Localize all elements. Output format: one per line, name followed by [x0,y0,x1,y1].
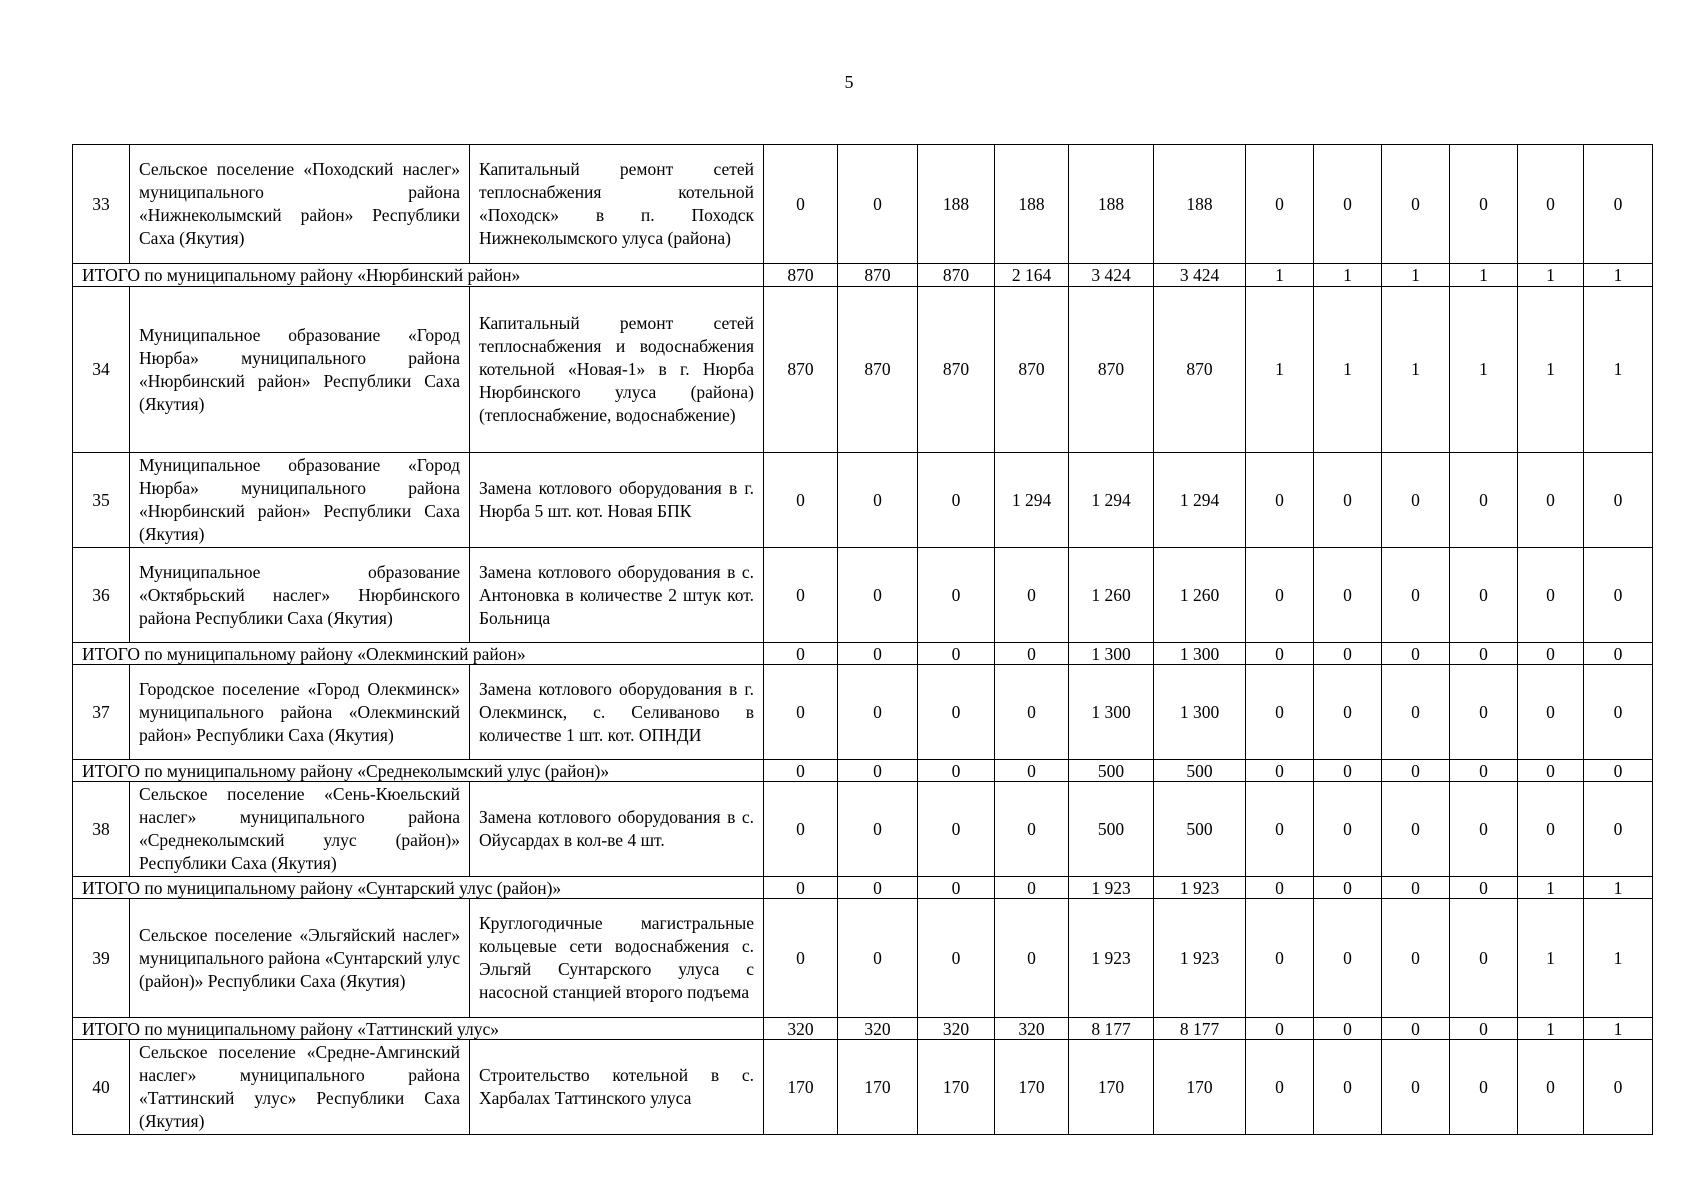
value-cell: 0 [1518,782,1584,877]
value-cell: 0 [1314,782,1382,877]
total-label: ИТОГО по муниципальному району «Нюрбинский район» [73,264,764,287]
value-cell: 0 [1382,760,1450,782]
value-cell: 1 [1584,264,1653,287]
value-cell: 320 [918,1018,995,1040]
value-cell: 0 [1246,782,1314,877]
value-cell: 1 [1450,264,1518,287]
row-number: 39 [73,899,130,1018]
value-cell: 0 [995,899,1069,1018]
value-cell: 0 [764,760,838,782]
value-cell: 0 [1518,145,1584,264]
value-cell: 188 [918,145,995,264]
table-row [73,782,1653,877]
value-cell: 0 [918,548,995,643]
value-cell: 1 294 [1069,453,1154,548]
municipal-entity-cell: Муниципальное образование «Октябрьский наслег» Нюрбинского района Республики Саха (Якутия) [130,548,470,643]
value-cell: 3 424 [1069,264,1154,287]
table-row [73,145,1653,264]
value-cell: 1 260 [1069,548,1154,643]
value-cell: 0 [918,899,995,1018]
value-cell: 0 [1584,1040,1653,1135]
value-cell: 0 [1584,782,1653,877]
value-cell: 0 [838,782,918,877]
municipal-entity-cell: Сельское поселение «Сень-Кюельский наслег» муниципального района «Среднеколымский улус (район)» Республики Саха (Якутия) [130,782,470,877]
value-cell: 0 [1450,899,1518,1018]
value-cell: 0 [1450,145,1518,264]
value-cell: 1 300 [1069,643,1154,665]
total-row [73,760,1653,782]
value-cell: 0 [1314,665,1382,760]
value-cell: 1 300 [1154,665,1246,760]
value-cell: 1 [1518,287,1584,453]
value-cell: 8 177 [1154,1018,1246,1040]
row-number: 36 [73,548,130,643]
value-cell: 1 [1314,264,1382,287]
municipal-entity-cell: Муниципальное образование «Город Нюрба» муниципального района «Нюрбинский район» Республики Саха (Якутия) [130,453,470,548]
value-cell: 0 [1382,643,1450,665]
value-cell: 0 [918,453,995,548]
value-cell: 1 923 [1154,877,1246,899]
value-cell: 0 [1382,782,1450,877]
page-number: 5 [844,72,854,92]
value-cell: 0 [1518,1040,1584,1135]
value-cell: 0 [764,643,838,665]
value-cell: 0 [1450,548,1518,643]
value-cell: 870 [838,264,918,287]
value-cell: 0 [1584,548,1653,643]
value-cell: 1 300 [1154,643,1246,665]
value-cell: 0 [1518,760,1584,782]
value-cell: 0 [1246,877,1314,899]
value-cell: 1 260 [1154,548,1246,643]
value-cell: 170 [838,1040,918,1135]
value-cell: 188 [1069,145,1154,264]
value-cell: 0 [838,665,918,760]
value-cell: 0 [1518,643,1584,665]
value-cell: 0 [764,453,838,548]
value-cell: 0 [1246,145,1314,264]
value-cell: 0 [1450,1018,1518,1040]
value-cell: 0 [1584,665,1653,760]
value-cell: 1 [1382,287,1450,453]
value-cell: 0 [1450,643,1518,665]
value-cell: 1 923 [1154,899,1246,1018]
value-cell: 0 [1246,1018,1314,1040]
row-number: 35 [73,453,130,548]
value-cell: 0 [764,877,838,899]
project-cell: Капитальный ремонт сетей теплоснабжения котельной «Походск» в п. Походск Нижнеколымского улуса (района) [470,145,764,264]
value-cell: 320 [995,1018,1069,1040]
value-cell: 0 [1382,548,1450,643]
project-cell: Круглогодичные магистральные кольцевые сети водоснабжения с. Эльгяй Сунтарского улуса с насосной станцией второго подъема [470,899,764,1018]
value-cell: 0 [1314,899,1382,1018]
value-cell: 500 [1154,782,1246,877]
total-row [73,643,1653,665]
value-cell: 0 [1382,453,1450,548]
value-cell: 500 [1069,760,1154,782]
table-row [73,899,1653,1018]
value-cell: 0 [1518,548,1584,643]
value-cell: 870 [1069,287,1154,453]
value-cell: 170 [1069,1040,1154,1135]
value-cell: 0 [1382,145,1450,264]
municipal-entity-cell: Муниципальное образование «Город Нюрба» муниципального района «Нюрбинский район» Республики Саха (Якутия) [130,287,470,453]
value-cell: 0 [995,548,1069,643]
value-cell: 188 [995,145,1069,264]
value-cell: 870 [995,287,1069,453]
value-cell: 8 177 [1069,1018,1154,1040]
total-row [73,877,1653,899]
value-cell: 0 [995,643,1069,665]
value-cell: 1 [1246,264,1314,287]
value-cell: 1 [1246,287,1314,453]
value-cell: 1 [1314,287,1382,453]
value-cell: 0 [995,760,1069,782]
value-cell: 0 [1314,1018,1382,1040]
value-cell: 0 [1518,453,1584,548]
value-cell: 0 [1450,760,1518,782]
value-cell: 0 [995,877,1069,899]
value-cell: 0 [764,782,838,877]
value-cell: 1 [1584,877,1653,899]
value-cell: 170 [764,1040,838,1135]
value-cell: 170 [1154,1040,1246,1135]
value-cell: 0 [1450,1040,1518,1135]
value-cell: 1 923 [1069,899,1154,1018]
value-cell: 0 [1246,548,1314,643]
value-cell: 0 [838,145,918,264]
value-cell: 170 [995,1040,1069,1135]
value-cell: 0 [838,899,918,1018]
value-cell: 2 164 [995,264,1069,287]
table-row [73,1040,1653,1135]
value-cell: 0 [995,665,1069,760]
value-cell: 0 [1382,899,1450,1018]
total-label: ИТОГО по муниципальному району «Олекминский район» [73,643,764,665]
value-cell: 1 [1518,1018,1584,1040]
value-cell: 870 [838,287,918,453]
table-row [73,548,1653,643]
value-cell: 0 [1450,453,1518,548]
table-row [73,287,1653,453]
project-cell: Замена котлового оборудования в с. Антоновка в количестве 2 штук кот. Больница [470,548,764,643]
value-cell: 870 [764,264,838,287]
value-cell: 0 [1584,643,1653,665]
value-cell: 0 [1450,877,1518,899]
value-cell: 0 [1314,145,1382,264]
value-cell: 0 [838,877,918,899]
value-cell: 1 [1584,1018,1653,1040]
value-cell: 0 [918,643,995,665]
value-cell: 870 [918,287,995,453]
project-cell: Замена котлового оборудования в г. Олекминск, с. Селиваново в количестве 1 шт. кот. ОПНДИ [470,665,764,760]
value-cell: 870 [918,264,995,287]
value-cell: 0 [764,548,838,643]
value-cell: 500 [1154,760,1246,782]
value-cell: 320 [764,1018,838,1040]
value-cell: 0 [1518,665,1584,760]
municipal-entity-cell: Сельское поселение «Походский наслег» муниципального района «Нижнеколымский район» Республики Саха (Якутия) [130,145,470,264]
value-cell: 0 [1314,1040,1382,1135]
value-cell: 170 [918,1040,995,1135]
project-cell: Замена котлового оборудования в г. Нюрба 5 шт. кот. Новая БПК [470,453,764,548]
value-cell: 0 [995,782,1069,877]
value-cell: 870 [1154,287,1246,453]
municipal-entity-cell: Городское поселение «Город Олекминск» муниципального района «Олекминский район» Республики Саха (Якутия) [130,665,470,760]
value-cell: 1 [1584,287,1653,453]
value-cell: 0 [1246,1040,1314,1135]
value-cell: 0 [1246,453,1314,548]
value-cell: 188 [1154,145,1246,264]
total-row [73,264,1653,287]
value-cell: 0 [1246,899,1314,1018]
value-cell: 0 [1314,453,1382,548]
table-row [73,665,1653,760]
value-cell: 1 [1518,877,1584,899]
total-row [73,1018,1653,1040]
row-number: 40 [73,1040,130,1135]
value-cell: 0 [1314,643,1382,665]
value-cell: 1 [1584,899,1653,1018]
value-cell: 0 [838,643,918,665]
value-cell: 1 [1518,264,1584,287]
value-cell: 1 294 [1154,453,1246,548]
value-cell: 0 [1314,548,1382,643]
value-cell: 0 [1246,760,1314,782]
value-cell: 0 [918,665,995,760]
total-label: ИТОГО по муниципальному району «Сунтарский улус (район)» [73,877,764,899]
value-cell: 0 [918,877,995,899]
value-cell: 3 424 [1154,264,1246,287]
value-cell: 0 [838,760,918,782]
value-cell: 0 [764,665,838,760]
value-cell: 0 [1382,665,1450,760]
value-cell: 0 [1450,665,1518,760]
value-cell: 0 [1314,760,1382,782]
value-cell: 0 [838,548,918,643]
value-cell: 0 [1382,1018,1450,1040]
value-cell: 0 [1382,1040,1450,1135]
value-cell: 0 [1584,453,1653,548]
value-cell: 0 [1246,665,1314,760]
value-cell: 1 [1518,899,1584,1018]
data-table [72,144,1653,1135]
value-cell: 1 300 [1069,665,1154,760]
row-number: 38 [73,782,130,877]
row-number: 34 [73,287,130,453]
value-cell: 1 923 [1069,877,1154,899]
total-label: ИТОГО по муниципальному району «Таттинский улус» [73,1018,764,1040]
row-number: 37 [73,665,130,760]
value-cell: 1 [1450,287,1518,453]
value-cell: 0 [1246,643,1314,665]
project-cell: Капитальный ремонт сетей теплоснабжения и водоснабжения котельной «Новая-1» в г. Нюрба Нюрбинского улуса (района) (теплоснабжение, водоснабжение) [470,287,764,453]
total-label: ИТОГО по муниципальному району «Среднеколымский улус (район)» [73,760,764,782]
value-cell: 320 [838,1018,918,1040]
value-cell: 0 [1450,782,1518,877]
project-cell: Замена котлового оборудования в с. Ойусардах в кол-ве 4 шт. [470,782,764,877]
value-cell: 0 [1584,760,1653,782]
value-cell: 1 294 [995,453,1069,548]
value-cell: 870 [764,287,838,453]
value-cell: 0 [764,899,838,1018]
value-cell: 0 [764,145,838,264]
value-cell: 0 [1584,145,1653,264]
value-cell: 0 [838,453,918,548]
value-cell: 0 [1314,877,1382,899]
value-cell: 500 [1069,782,1154,877]
value-cell: 0 [918,782,995,877]
municipal-entity-cell: Сельское поселение «Средне-Амгинский наслег» муниципального района «Таттинский улус» Республики Саха (Якутия) [130,1040,470,1135]
value-cell: 1 [1382,264,1450,287]
municipal-entity-cell: Сельское поселение «Эльгяйский наслег» муниципального района «Сунтарский улус (район)» Республики Саха (Якутия) [130,899,470,1018]
value-cell: 0 [1382,877,1450,899]
row-number: 33 [73,145,130,264]
project-cell: Строительство котельной в с. Харбалах Таттинского улуса [470,1040,764,1135]
table-row [73,453,1653,548]
value-cell: 0 [918,760,995,782]
